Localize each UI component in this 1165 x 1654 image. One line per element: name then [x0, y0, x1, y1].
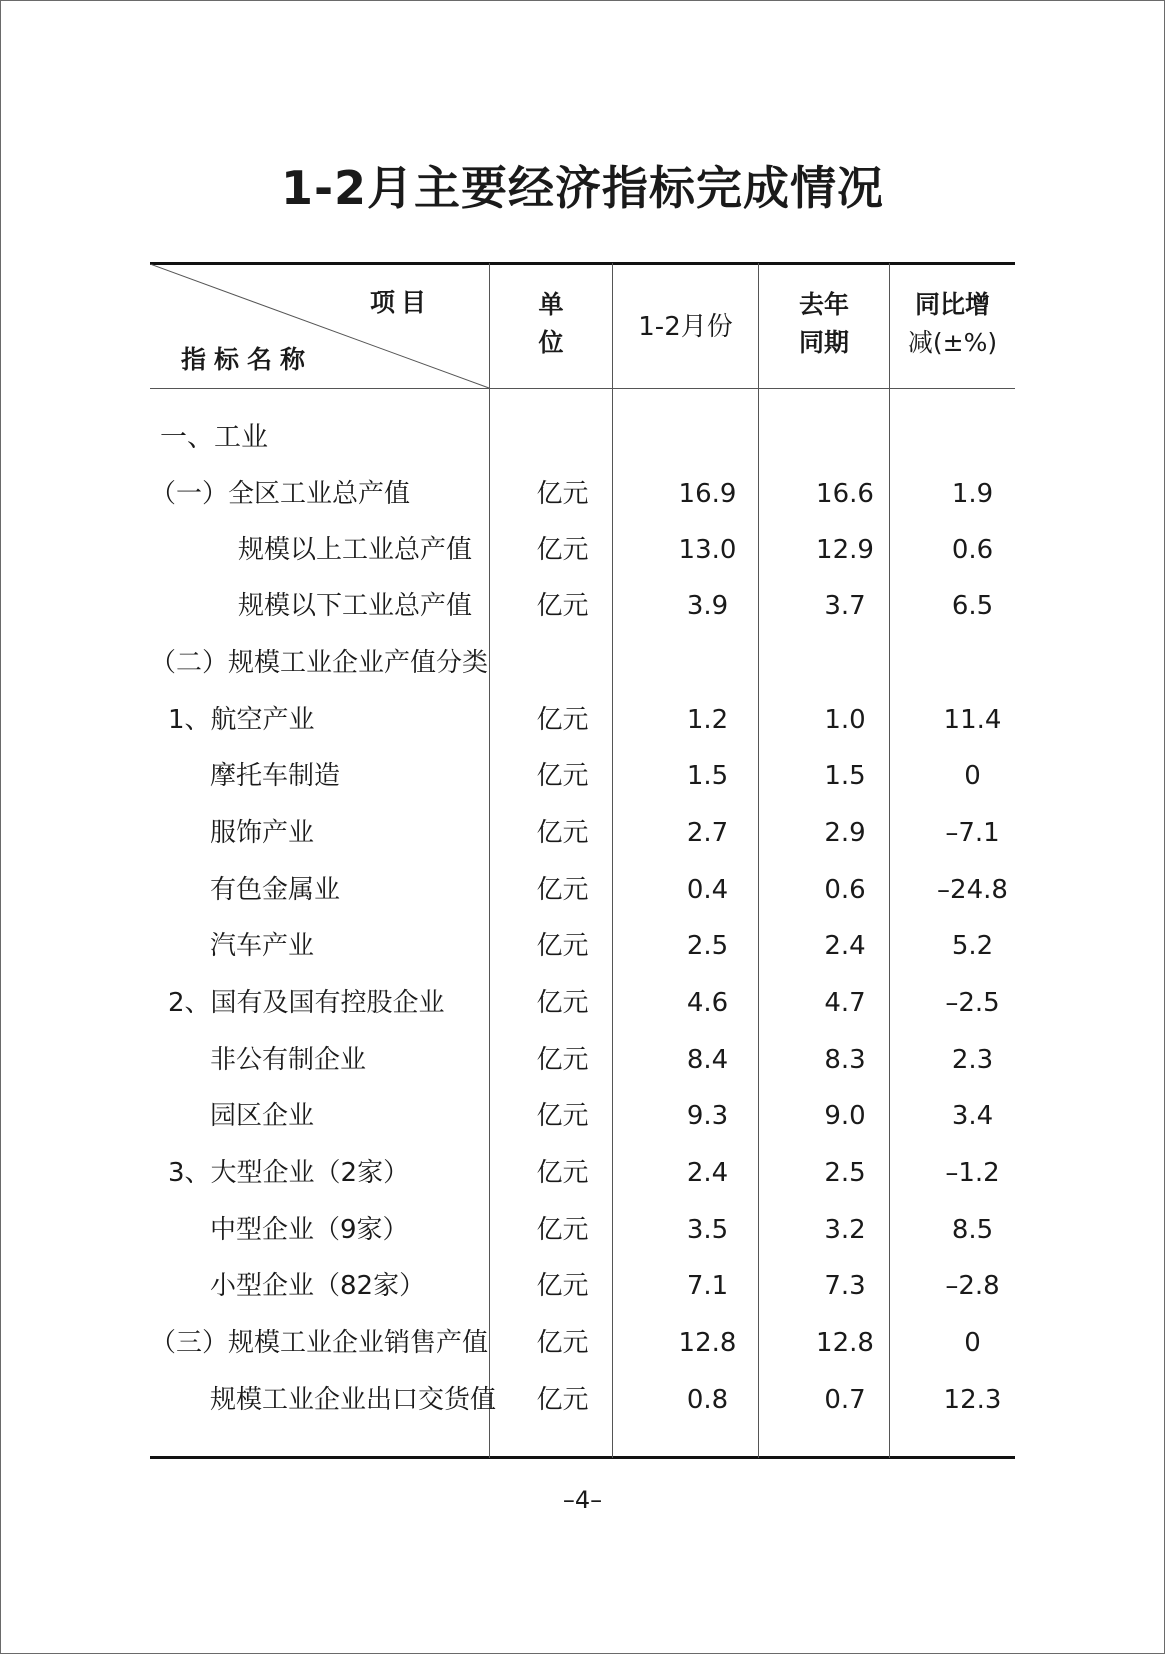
row-name: 有色金属业	[210, 875, 341, 905]
header-change-line2: 减(±%)	[907, 328, 998, 357]
row-change: 6.5	[951, 591, 994, 621]
row-current: 3.9	[686, 591, 729, 621]
table-row	[150, 522, 1015, 578]
row-name: （一）全区工业总产值	[150, 479, 411, 509]
header-name-label: 指标名称	[181, 345, 314, 374]
row-unit: 亿元	[536, 1328, 589, 1358]
table-bottom-rule	[150, 1456, 1015, 1459]
header-unit	[490, 286, 612, 362]
row-name: 2、国有及国有控股企业	[168, 988, 445, 1018]
row-current: 8.4	[686, 1045, 729, 1075]
row-name: 3、大型企业（2家）	[168, 1158, 410, 1188]
row-name: 规模工业企业出口交货值	[210, 1385, 497, 1415]
row-prev: 4.7	[824, 988, 866, 1018]
row-prev: 12.8	[816, 1328, 874, 1358]
row-change: –2.8	[945, 1271, 1000, 1301]
table-row	[150, 918, 1015, 974]
row-change: –2.5	[945, 988, 1000, 1018]
row-change	[910, 635, 1035, 691]
row-prev: 7.3	[824, 1271, 866, 1301]
row-unit: 亿元	[536, 875, 589, 905]
row-name: 非公有制企业	[210, 1045, 367, 1075]
row-change: 1.9	[951, 479, 994, 509]
table-row	[150, 1372, 1015, 1428]
table-row	[150, 635, 1015, 691]
row-prev: 3.2	[824, 1215, 866, 1245]
row-prev: 8.3	[824, 1045, 866, 1075]
row-current: 2.5	[686, 931, 729, 961]
header-change-line1: 同比增	[914, 290, 990, 319]
row-change: 5.2	[951, 931, 994, 961]
row-change: –1.2	[945, 1158, 1000, 1188]
row-unit: 亿元	[536, 1101, 589, 1131]
table-row	[150, 466, 1015, 522]
row-prev: 16.6	[816, 479, 874, 509]
table-row	[150, 862, 1015, 918]
row-prev: 3.7	[824, 591, 866, 621]
row-unit: 亿元	[536, 591, 589, 621]
row-change: 0	[964, 761, 981, 791]
section-row	[150, 410, 1015, 466]
row-current: 16.9	[678, 479, 737, 509]
header-prev-line1: 去年	[798, 290, 849, 319]
row-current: 1.2	[686, 705, 729, 735]
table-row	[150, 805, 1015, 861]
row-change: 0	[964, 1328, 981, 1358]
table-row	[150, 1258, 1015, 1314]
row-unit: 亿元	[536, 1045, 589, 1075]
row-prev: 9.0	[824, 1101, 866, 1131]
row-name: 园区企业	[210, 1101, 315, 1131]
row-name: （三）规模工业企业销售产值	[150, 1328, 489, 1358]
row-change: 3.4	[951, 1101, 994, 1131]
row-prev: 12.9	[816, 535, 874, 565]
row-name: 小型企业（82家）	[210, 1271, 426, 1301]
header-prev	[759, 286, 889, 362]
header-unit-line1: 单	[538, 290, 564, 319]
row-prev	[780, 635, 910, 691]
row-name: 规模以上工业总产值	[238, 535, 473, 565]
row-prev: 2.5	[824, 1158, 866, 1188]
row-current: 4.6	[686, 988, 729, 1018]
row-unit: 亿元	[536, 479, 589, 509]
table-row	[150, 692, 1015, 748]
header-item-label: 项目	[370, 288, 433, 317]
row-unit: 亿元	[536, 988, 589, 1018]
row-unit: 亿元	[536, 1385, 589, 1415]
row-change: 2.3	[951, 1045, 994, 1075]
row-prev: 1.0	[824, 705, 866, 735]
row-current: 12.8	[678, 1328, 737, 1358]
table-row	[150, 748, 1015, 804]
row-current: 7.1	[686, 1271, 729, 1301]
row-unit: 亿元	[536, 931, 589, 961]
row-prev: 2.4	[824, 931, 866, 961]
row-current: 0.8	[686, 1385, 729, 1415]
row-unit: 亿元	[536, 761, 589, 791]
table-row	[150, 578, 1015, 634]
row-name: （二）规模工业企业产值分类	[150, 648, 489, 678]
row-unit: 亿元	[536, 818, 589, 848]
row-name: 汽车产业	[210, 931, 315, 961]
row-change: –24.8	[937, 875, 1008, 905]
table-row	[150, 1032, 1015, 1088]
row-name: 规模以下工业总产值	[238, 591, 473, 621]
row-current: 0.4	[686, 875, 729, 905]
header-prev-line2: 同期	[798, 328, 849, 357]
table-row	[150, 1088, 1015, 1144]
header-change	[890, 286, 1015, 362]
table-row	[150, 975, 1015, 1031]
row-name: 摩托车制造	[210, 761, 341, 791]
row-unit: 亿元	[536, 1271, 589, 1301]
row-name: 服饰产业	[210, 818, 315, 848]
page-number: –4–	[562, 1486, 603, 1514]
row-unit	[490, 635, 635, 691]
row-unit: 亿元	[536, 535, 589, 565]
table-row	[150, 1315, 1015, 1371]
header-current: 1-2月份	[638, 312, 733, 342]
row-change: 8.5	[951, 1215, 994, 1245]
row-current: 1.5	[686, 761, 729, 791]
row-change: 11.4	[943, 705, 1002, 735]
row-unit: 亿元	[536, 1158, 589, 1188]
row-change: 0.6	[951, 535, 994, 565]
row-current: 13.0	[678, 535, 737, 565]
header-unit-line2: 位	[538, 328, 564, 357]
row-prev: 1.5	[824, 761, 866, 791]
table-row	[150, 1145, 1015, 1201]
row-prev: 0.7	[824, 1385, 866, 1415]
row-change: 12.3	[943, 1385, 1002, 1415]
row-current: 2.4	[686, 1158, 729, 1188]
row-current	[635, 635, 780, 691]
row-current: 9.3	[686, 1101, 729, 1131]
row-unit: 亿元	[536, 1215, 589, 1245]
row-unit: 亿元	[536, 705, 589, 735]
table-row	[150, 1202, 1015, 1258]
row-prev: 2.9	[824, 818, 866, 848]
page-title: 1-2月主要经济指标完成情况	[280, 161, 885, 215]
row-current: 2.7	[686, 818, 729, 848]
row-change: –7.1	[945, 818, 1000, 848]
row-prev: 0.6	[824, 875, 866, 905]
row-name: 1、航空产业	[168, 705, 315, 735]
row-current: 3.5	[686, 1215, 729, 1245]
row-name: 中型企业（9家）	[210, 1215, 409, 1245]
section-heading: 一、工业	[160, 422, 268, 453]
